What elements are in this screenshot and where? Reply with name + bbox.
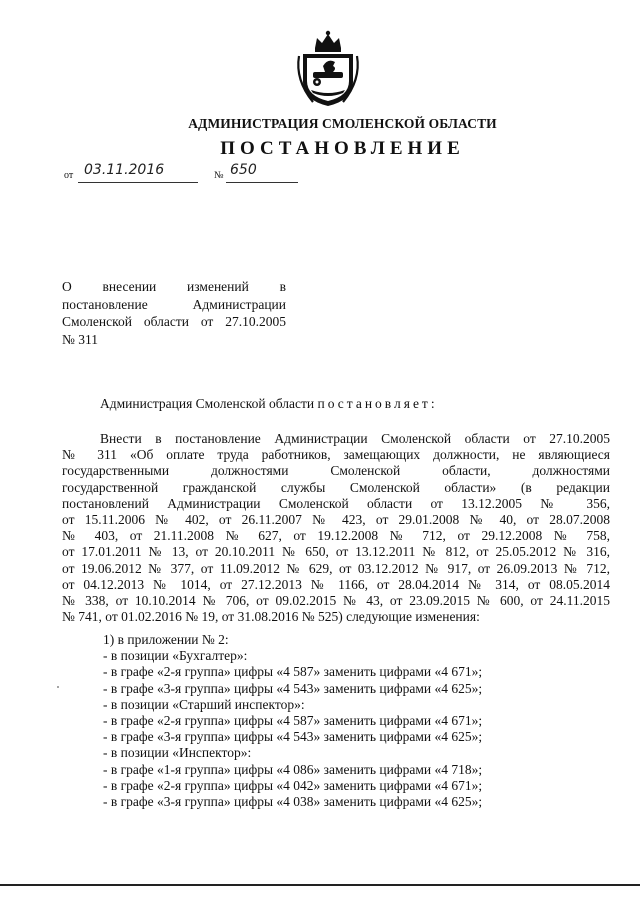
list-item: - в графе «3-я группа» цифры «4 543» заменить цифрами «4 625»;	[103, 729, 483, 745]
list-item: - в графе «1-я группа» цифры «4 086» заменить цифрами «4 718»;	[103, 761, 483, 777]
list-item: - в графе «3-я группа» цифры «4 543» заменить цифрами «4 625»;	[103, 680, 483, 696]
body-line: от 15.11.2006 № 402, от 26.11.2007 № 423, от 29.01.2008 № 40, от 28.07.2008	[62, 512, 610, 528]
document-type-title: ПОСТАНОВЛЕНИЕ	[220, 138, 465, 159]
subject-block	[62, 278, 286, 348]
body-line: постановлений Администрации Смоленской области от 13.12.2005 № 356,	[62, 495, 610, 511]
organization-name: АДМИНИСТРАЦИЯ СМОЛЕНСКОЙ ОБЛАСТИ	[188, 116, 497, 131]
body-line: от 17.01.2011 № 13, от 20.10.2011 № 650, от 13.12.2011 № 812, от 25.05.2012 № 316,	[62, 544, 610, 560]
number-value: 650	[230, 162, 257, 178]
number-underline	[226, 182, 298, 183]
intro-line	[100, 396, 438, 412]
list-item: 1) в приложении № 2:	[103, 632, 229, 647]
intro-spaced-verb: постановляет:	[317, 396, 438, 411]
body-line: № 741, от 01.02.2016 № 19, от 31.08.2016 № 525) следующие изменения:	[62, 609, 480, 625]
date-underline	[78, 182, 198, 183]
body-line: № 403, от 21.11.2008 № 627, от 19.12.2008 № 712, от 29.12.2008 № 758,	[62, 528, 610, 544]
subject-line: постановление Администрации	[62, 296, 286, 312]
subject-line: О внесении изменений в	[62, 279, 286, 294]
changes-list	[103, 632, 482, 810]
scan-page-edge	[0, 884, 640, 886]
coat-of-arms-icon	[293, 28, 363, 108]
number-prefix: №	[214, 170, 224, 181]
intro-text: Администрация Смоленской области	[100, 396, 318, 411]
date-number-line	[64, 162, 324, 186]
body-line: № 311 «Об оплате труда работников, замещающих должности, не являющиеся	[62, 447, 610, 463]
body-line: государственной гражданской службы Смоленской области» (в редакции	[62, 479, 610, 495]
list-item: - в графе «3-я группа» цифры «4 038» заменить цифрами «4 625»;	[103, 794, 483, 810]
date-value: 03.11.2016	[84, 162, 165, 178]
body-paragraph	[62, 431, 610, 625]
date-prefix: от	[64, 170, 74, 181]
list-item: - в позиции «Инспектор»:	[103, 745, 252, 761]
subject-line: Смоленской области от 27.10.2005	[62, 314, 286, 329]
body-line: от 19.06.2012 № 377, от 11.09.2012 № 629, от 03.12.2012 № 917, от 26.09.2013 № 712,	[62, 560, 610, 576]
body-line: Внести в постановление Администрации Смоленской области от 27.10.2005	[100, 431, 610, 446]
body-line: от 04.12.2013 № 1014, от 27.12.2013 № 1166, от 28.04.2014 № 314, от 08.05.2014	[62, 576, 610, 592]
list-item: - в позиции «Бухгалтер»:	[103, 648, 248, 664]
body-line: № 338, от 10.10.2014 № 706, от 09.02.2015 № 43, от 23.09.2015 № 600, от 24.11.2015	[62, 593, 610, 609]
list-item: - в позиции «Старший инспектор»:	[103, 696, 305, 712]
list-item: - в графе «2-я группа» цифры «4 587» заменить цифрами «4 671»;	[103, 664, 483, 680]
scan-speck	[57, 686, 59, 688]
list-item: - в графе «2-я группа» цифры «4 587» заменить цифрами «4 671»;	[103, 713, 483, 729]
list-item: - в графе «2-я группа» цифры «4 042» заменить цифрами «4 671»;	[103, 777, 483, 793]
body-line: государственными должностями Смоленской области, должностями	[62, 463, 610, 479]
subject-line: № 311	[62, 331, 99, 347]
